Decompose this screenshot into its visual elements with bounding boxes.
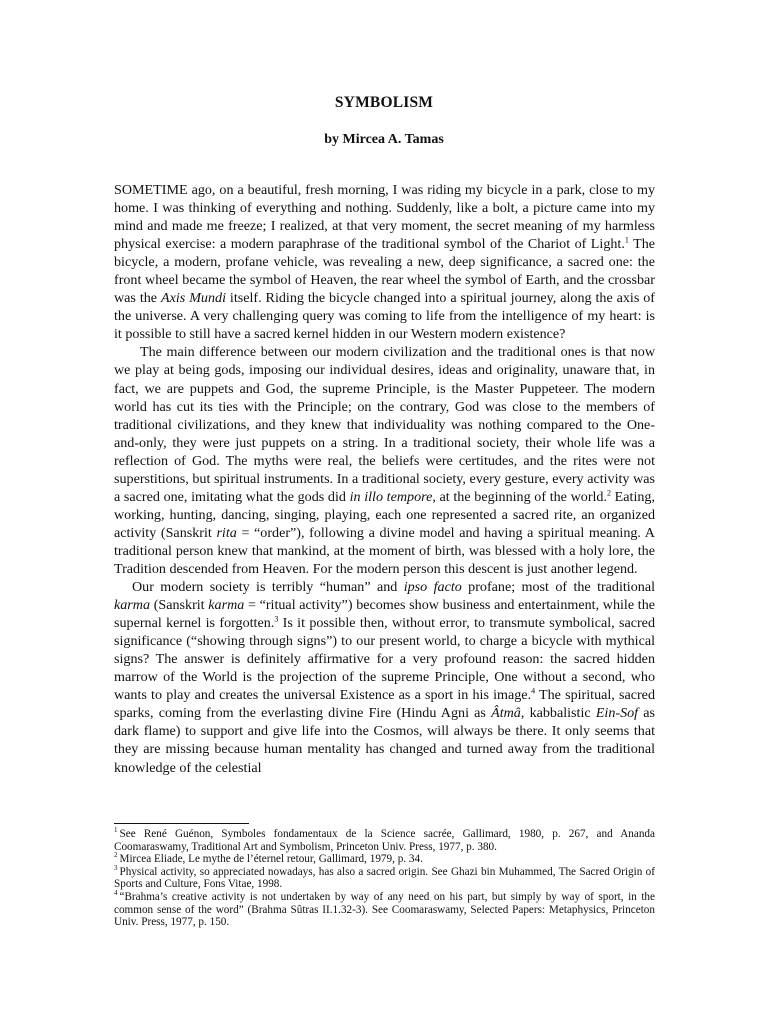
text-run: , at the beginning of the world. bbox=[432, 488, 608, 505]
footnotes bbox=[114, 828, 655, 929]
footnote-text: Physical activity, so appreciated nowadays, has also a sacred origin. See Ghazi bin Muhammed, The Sacred Origin of Sports and Culture, Fons Vitae, 1998. bbox=[114, 865, 655, 891]
article-body bbox=[114, 181, 655, 777]
footnote-number: 1 bbox=[114, 826, 118, 835]
paragraph-1 bbox=[114, 181, 655, 343]
footnote-ref-3[interactable]: 3 bbox=[274, 614, 279, 624]
paragraph-3 bbox=[114, 578, 655, 777]
text-run: Is it possible then, without error, to transmute symbolical, sacred significance (“showing through signs”) to our present world, to charge a bicycle with mythical signs? The answer is definitely affirmative for a very profound reason: the sacred hidden marrow of the World is the projection of the supreme Principle, One without a second, who wants to play and creates the universal Existence as a sport in his image. bbox=[114, 615, 655, 704]
text-run: The main difference between our modern civilization and the traditional ones is that now we play at being gods, imposing our individual desires, ideas and originality, unaware that, in fact, we are puppets and God, the supreme Principle, is the Master Puppeteer. The modern world has cut its ties with the Principle; on the contrary, God was close to the members of traditional civilizations, and they knew that individuality was nothing compared to the One-and-only, they were just puppets on a string. In a traditional society, their whole life was a reflection of God. The myths were real, the beliefs were certitudes, and the rites were not superstitions, but spiritual instruments. In a traditional society, every gesture, every activity was a sacred one, imitating what the gods did bbox=[114, 344, 655, 505]
author-byline: by Mircea A. Tamas bbox=[324, 132, 444, 147]
text-run: Eating, working, hunting, dancing, singing, playing, each one represented a sacred rite, an organized activity (Sanskrit bbox=[114, 488, 655, 541]
text-run: itself. Riding the bicycle changed into a spiritual journey, along the axis of the universe. A very challenging query was coming to life from the intelligence of my heart: is it possible to still have a sacred kernel hidden in our Western modern existence? bbox=[114, 290, 656, 343]
italic-term: ipso facto bbox=[403, 579, 462, 596]
footnote-ref-1[interactable]: 1 bbox=[624, 235, 629, 245]
text-run: = “ritual activity”) becomes show business and entertainment, while the supernal kernel is forgotten. bbox=[114, 597, 655, 632]
text-run: , kabbalistic bbox=[520, 705, 596, 722]
page-title: SYMBOLISM bbox=[334, 94, 434, 111]
italic-term: Axis Mundi bbox=[161, 290, 226, 307]
footnote-1 bbox=[114, 828, 655, 853]
text-run: SOMETIME ago, on a beautiful, fresh morning, I was riding my bicycle in a park, close to my home. I was thinking of everything and nothing. Suddenly, like a bolt, a picture came into my mind and made me freeze; I realized, at that very moment, the secret meaning of my harmless physical exercise: a modern paraphrase of the traditional symbol of the Chariot of Light. bbox=[114, 182, 655, 253]
footnote-text: Mircea Eliade, Le mythe de l’éternel retour, Gallimard, 1979, p. 34. bbox=[119, 853, 423, 866]
italic-term: karma bbox=[208, 597, 245, 614]
italic-term: karma bbox=[114, 597, 151, 614]
text-run: Our modern society is terribly “human” and bbox=[132, 579, 404, 596]
footnote-ref-2[interactable]: 2 bbox=[607, 488, 612, 498]
footnote-number: 4 bbox=[114, 889, 118, 898]
text-run: The bicycle, a modern, profane vehicle, was revealing a new, deep significance, a sacred one: the front wheel became the symbol of Heaven, the rear wheel the symbol of Earth, and the crossbar was the bbox=[114, 236, 655, 307]
footnote-text: See René Guénon, Symboles fondamentaux de la Science sacrée, Gallimard, 1980, p. 267, and Ananda Coomaraswamy, Traditional Art and Symbolism, Princeton Univ. Press, 1977, p. 380. bbox=[114, 828, 655, 853]
italic-term: Ein-Sof bbox=[595, 705, 639, 722]
text-run: The spiritual, sacred sparks, coming from the everlasting divine Fire (Hindu Agni as bbox=[114, 687, 655, 722]
footnote-3 bbox=[114, 866, 655, 891]
footnote-ref-4[interactable]: 4 bbox=[531, 686, 536, 696]
footnote-text: “Brahma’s creative activity is not undertaken by way of any need on his part, but simply by way of sport, in the common sense of the word” (Brahma Sûtras II.1.32-3). See Coomaraswamy, Selected Papers: Metaphysics, Princeton Univ. Press, 1977, p. 150. bbox=[114, 890, 655, 929]
footnote-separator bbox=[114, 823, 249, 824]
footnote-number: 3 bbox=[114, 864, 118, 873]
text-run: = “order”), following a divine model and having a spiritual meaning. A traditional person knew that mankind, at the moment of birth, was blessed with a holy lore, the Tradition descended from Heaven. For the modern person this descent is just another legend. bbox=[114, 524, 655, 577]
text-run: as dark flame) to support and give life into the Cosmos, will always be there. It only seems that they are missing because human mentality has changed and turned away from the traditional knowledge of the celestial bbox=[114, 705, 656, 776]
text-run: (Sanskrit bbox=[150, 597, 209, 614]
text-run: profane; most of the traditional bbox=[461, 579, 655, 596]
italic-term: rita bbox=[216, 524, 237, 541]
italic-term: in illo tempore bbox=[349, 488, 433, 505]
paragraph-2 bbox=[114, 343, 655, 578]
footnote-2 bbox=[114, 853, 655, 866]
footnote-4 bbox=[114, 891, 655, 929]
italic-term: Âtmâ bbox=[491, 705, 521, 722]
footnote-number: 2 bbox=[114, 851, 118, 860]
